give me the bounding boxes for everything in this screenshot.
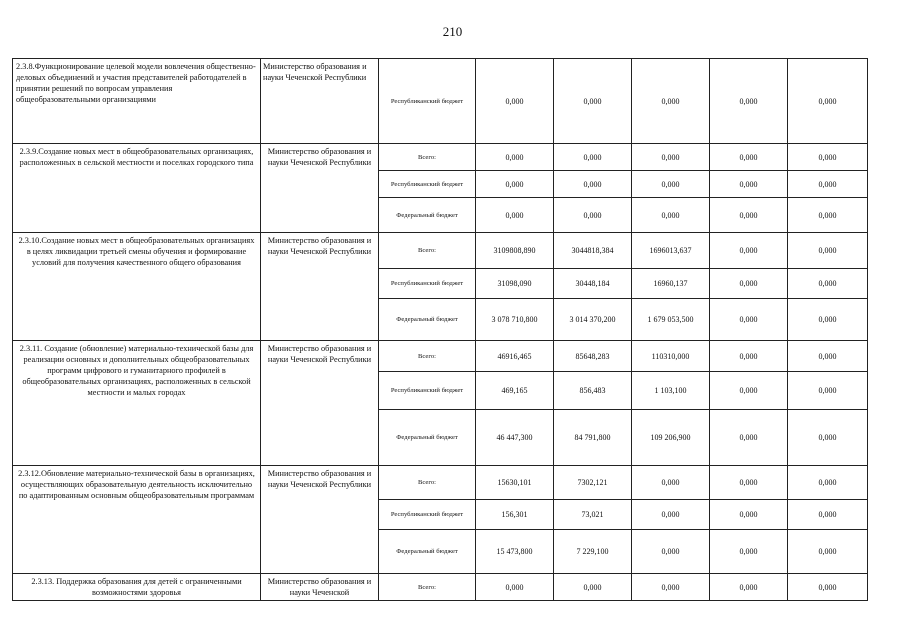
table-row — [13, 341, 868, 372]
amount-cell: 0,000 — [632, 144, 710, 171]
responsible-cell: Министерство образования и науки Чеченской Республики — [261, 144, 379, 233]
funding-source-cell: Федеральный бюджет — [379, 299, 476, 341]
responsible-cell: Министерство образования и науки Чеченской Республики — [261, 466, 379, 574]
amount-cell: 1696013,637 — [632, 233, 710, 269]
amount-cell: 156,301 — [476, 500, 554, 530]
amount-cell: 0,000 — [710, 530, 788, 574]
table-row — [13, 574, 868, 601]
amount-cell: 0,000 — [788, 341, 868, 372]
amount-cell: 0,000 — [632, 530, 710, 574]
amount-cell: 84 791,800 — [554, 410, 632, 466]
amount-cell: 0,000 — [710, 372, 788, 410]
amount-cell: 109 206,900 — [632, 410, 710, 466]
amount-cell: 0,000 — [788, 530, 868, 574]
amount-cell: 0,000 — [788, 198, 868, 233]
amount-cell: 46916,465 — [476, 341, 554, 372]
amount-cell: 0,000 — [476, 171, 554, 198]
amount-cell: 0,000 — [788, 59, 868, 144]
amount-cell: 0,000 — [710, 144, 788, 171]
amount-cell: 0,000 — [710, 299, 788, 341]
amount-cell: 85648,283 — [554, 341, 632, 372]
funding-source-cell: Республиканский бюджет — [379, 372, 476, 410]
amount-cell: 0,000 — [710, 198, 788, 233]
responsible-cell: Министерство образования и науки Чеченской — [261, 574, 379, 601]
funding-source-cell: Всего: — [379, 574, 476, 601]
amount-cell: 0,000 — [632, 171, 710, 198]
measure-cell: 2.3.13. Поддержка образования для детей с ограниченными возможностями здоровья — [13, 574, 261, 601]
amount-cell: 0,000 — [788, 466, 868, 500]
amount-cell: 0,000 — [710, 500, 788, 530]
table-row — [13, 466, 868, 500]
amount-cell: 3 078 710,800 — [476, 299, 554, 341]
amount-cell: 7 229,100 — [554, 530, 632, 574]
amount-cell: 0,000 — [476, 59, 554, 144]
table-row — [13, 233, 868, 269]
responsible-cell: Министерство образования и науки Чеченской Республики — [261, 341, 379, 466]
amount-cell: 30448,184 — [554, 269, 632, 299]
amount-cell: 0,000 — [632, 59, 710, 144]
amount-cell: 0,000 — [710, 233, 788, 269]
funding-source-cell: Республиканский бюджет — [379, 171, 476, 198]
amount-cell: 0,000 — [632, 574, 710, 601]
funding-source-cell: Республиканский бюджет — [379, 500, 476, 530]
amount-cell: 0,000 — [788, 269, 868, 299]
responsible-cell: Министерство образования и науки Чеченской Республики — [261, 233, 379, 341]
amount-cell: 31098,090 — [476, 269, 554, 299]
amount-cell: 3 014 370,200 — [554, 299, 632, 341]
amount-cell: 0,000 — [710, 574, 788, 601]
amount-cell: 0,000 — [554, 171, 632, 198]
amount-cell: 0,000 — [632, 500, 710, 530]
amount-cell: 7302,121 — [554, 466, 632, 500]
measure-cell: 2.3.8.Функционирование целевой модели вовлечения общественно-деловых объединений и участия представителей работодателей в принятии решений по вопросам управления общеобразовательными организациями — [13, 59, 261, 144]
measure-cell: 2.3.10.Создание новых мест в общеобразовательных организациях в целях ликвидации третьей смены обучения и формирование условий для получения качественного общего образования — [13, 233, 261, 341]
funding-source-cell: Республиканский бюджет — [379, 269, 476, 299]
responsible-cell: Министерство образования и науки Чеченской Республики — [261, 59, 379, 144]
amount-cell: 3109808,890 — [476, 233, 554, 269]
amount-cell: 0,000 — [788, 144, 868, 171]
page-number: 210 — [442, 24, 463, 39]
amount-cell: 0,000 — [788, 574, 868, 601]
funding-source-cell: Всего: — [379, 341, 476, 372]
amount-cell: 0,000 — [710, 341, 788, 372]
amount-cell: 16960,137 — [632, 269, 710, 299]
amount-cell: 0,000 — [554, 574, 632, 601]
amount-cell: 1 679 053,500 — [632, 299, 710, 341]
amount-cell: 1 103,100 — [632, 372, 710, 410]
budget-table — [12, 58, 868, 601]
amount-cell: 0,000 — [632, 198, 710, 233]
amount-cell: 0,000 — [788, 500, 868, 530]
amount-cell: 856,483 — [554, 372, 632, 410]
amount-cell: 0,000 — [788, 233, 868, 269]
funding-source-cell: Всего: — [379, 144, 476, 171]
amount-cell: 0,000 — [632, 466, 710, 500]
funding-source-cell: Всего: — [379, 466, 476, 500]
amount-cell: 0,000 — [476, 198, 554, 233]
amount-cell: 15 473,800 — [476, 530, 554, 574]
amount-cell: 15630,101 — [476, 466, 554, 500]
funding-source-cell: Всего: — [379, 233, 476, 269]
amount-cell: 0,000 — [710, 466, 788, 500]
amount-cell: 73,021 — [554, 500, 632, 530]
amount-cell: 0,000 — [476, 574, 554, 601]
amount-cell: 0,000 — [710, 59, 788, 144]
amount-cell: 0,000 — [788, 372, 868, 410]
amount-cell: 0,000 — [710, 410, 788, 466]
measure-cell: 2.3.11. Создание (обновление) материально-технической базы для реализации основных и дополнительных общеобразовательных программ цифрового и гуманитарного профилей в общеобразовательных организациях, расположенных в сельской местности и малых городах — [13, 341, 261, 466]
table-row — [13, 59, 868, 144]
amount-cell: 0,000 — [788, 171, 868, 198]
amount-cell: 3044818,384 — [554, 233, 632, 269]
measure-cell: 2.3.9.Создание новых мест в общеобразовательных организациях, расположенных в сельской местности и поселках городского типа — [13, 144, 261, 233]
funding-source-cell: Федеральный бюджет — [379, 530, 476, 574]
amount-cell: 0,000 — [788, 299, 868, 341]
funding-source-cell: Федеральный бюджет — [379, 198, 476, 233]
amount-cell: 0,000 — [554, 59, 632, 144]
amount-cell: 46 447,300 — [476, 410, 554, 466]
amount-cell: 0,000 — [788, 410, 868, 466]
amount-cell: 0,000 — [476, 144, 554, 171]
amount-cell: 0,000 — [710, 171, 788, 198]
amount-cell: 0,000 — [710, 269, 788, 299]
amount-cell: 110310,000 — [632, 341, 710, 372]
amount-cell: 0,000 — [554, 198, 632, 233]
funding-source-cell: Федеральный бюджет — [379, 410, 476, 466]
amount-cell: 469,165 — [476, 372, 554, 410]
measure-cell: 2.3.12.Обновление материально-технической базы в организациях, осуществляющих образовательную деятельность исключительно по адаптированным основным общеобразовательным программам — [13, 466, 261, 574]
funding-source-cell: Республиканский бюджет — [379, 59, 476, 144]
amount-cell: 0,000 — [554, 144, 632, 171]
table-row — [13, 144, 868, 171]
